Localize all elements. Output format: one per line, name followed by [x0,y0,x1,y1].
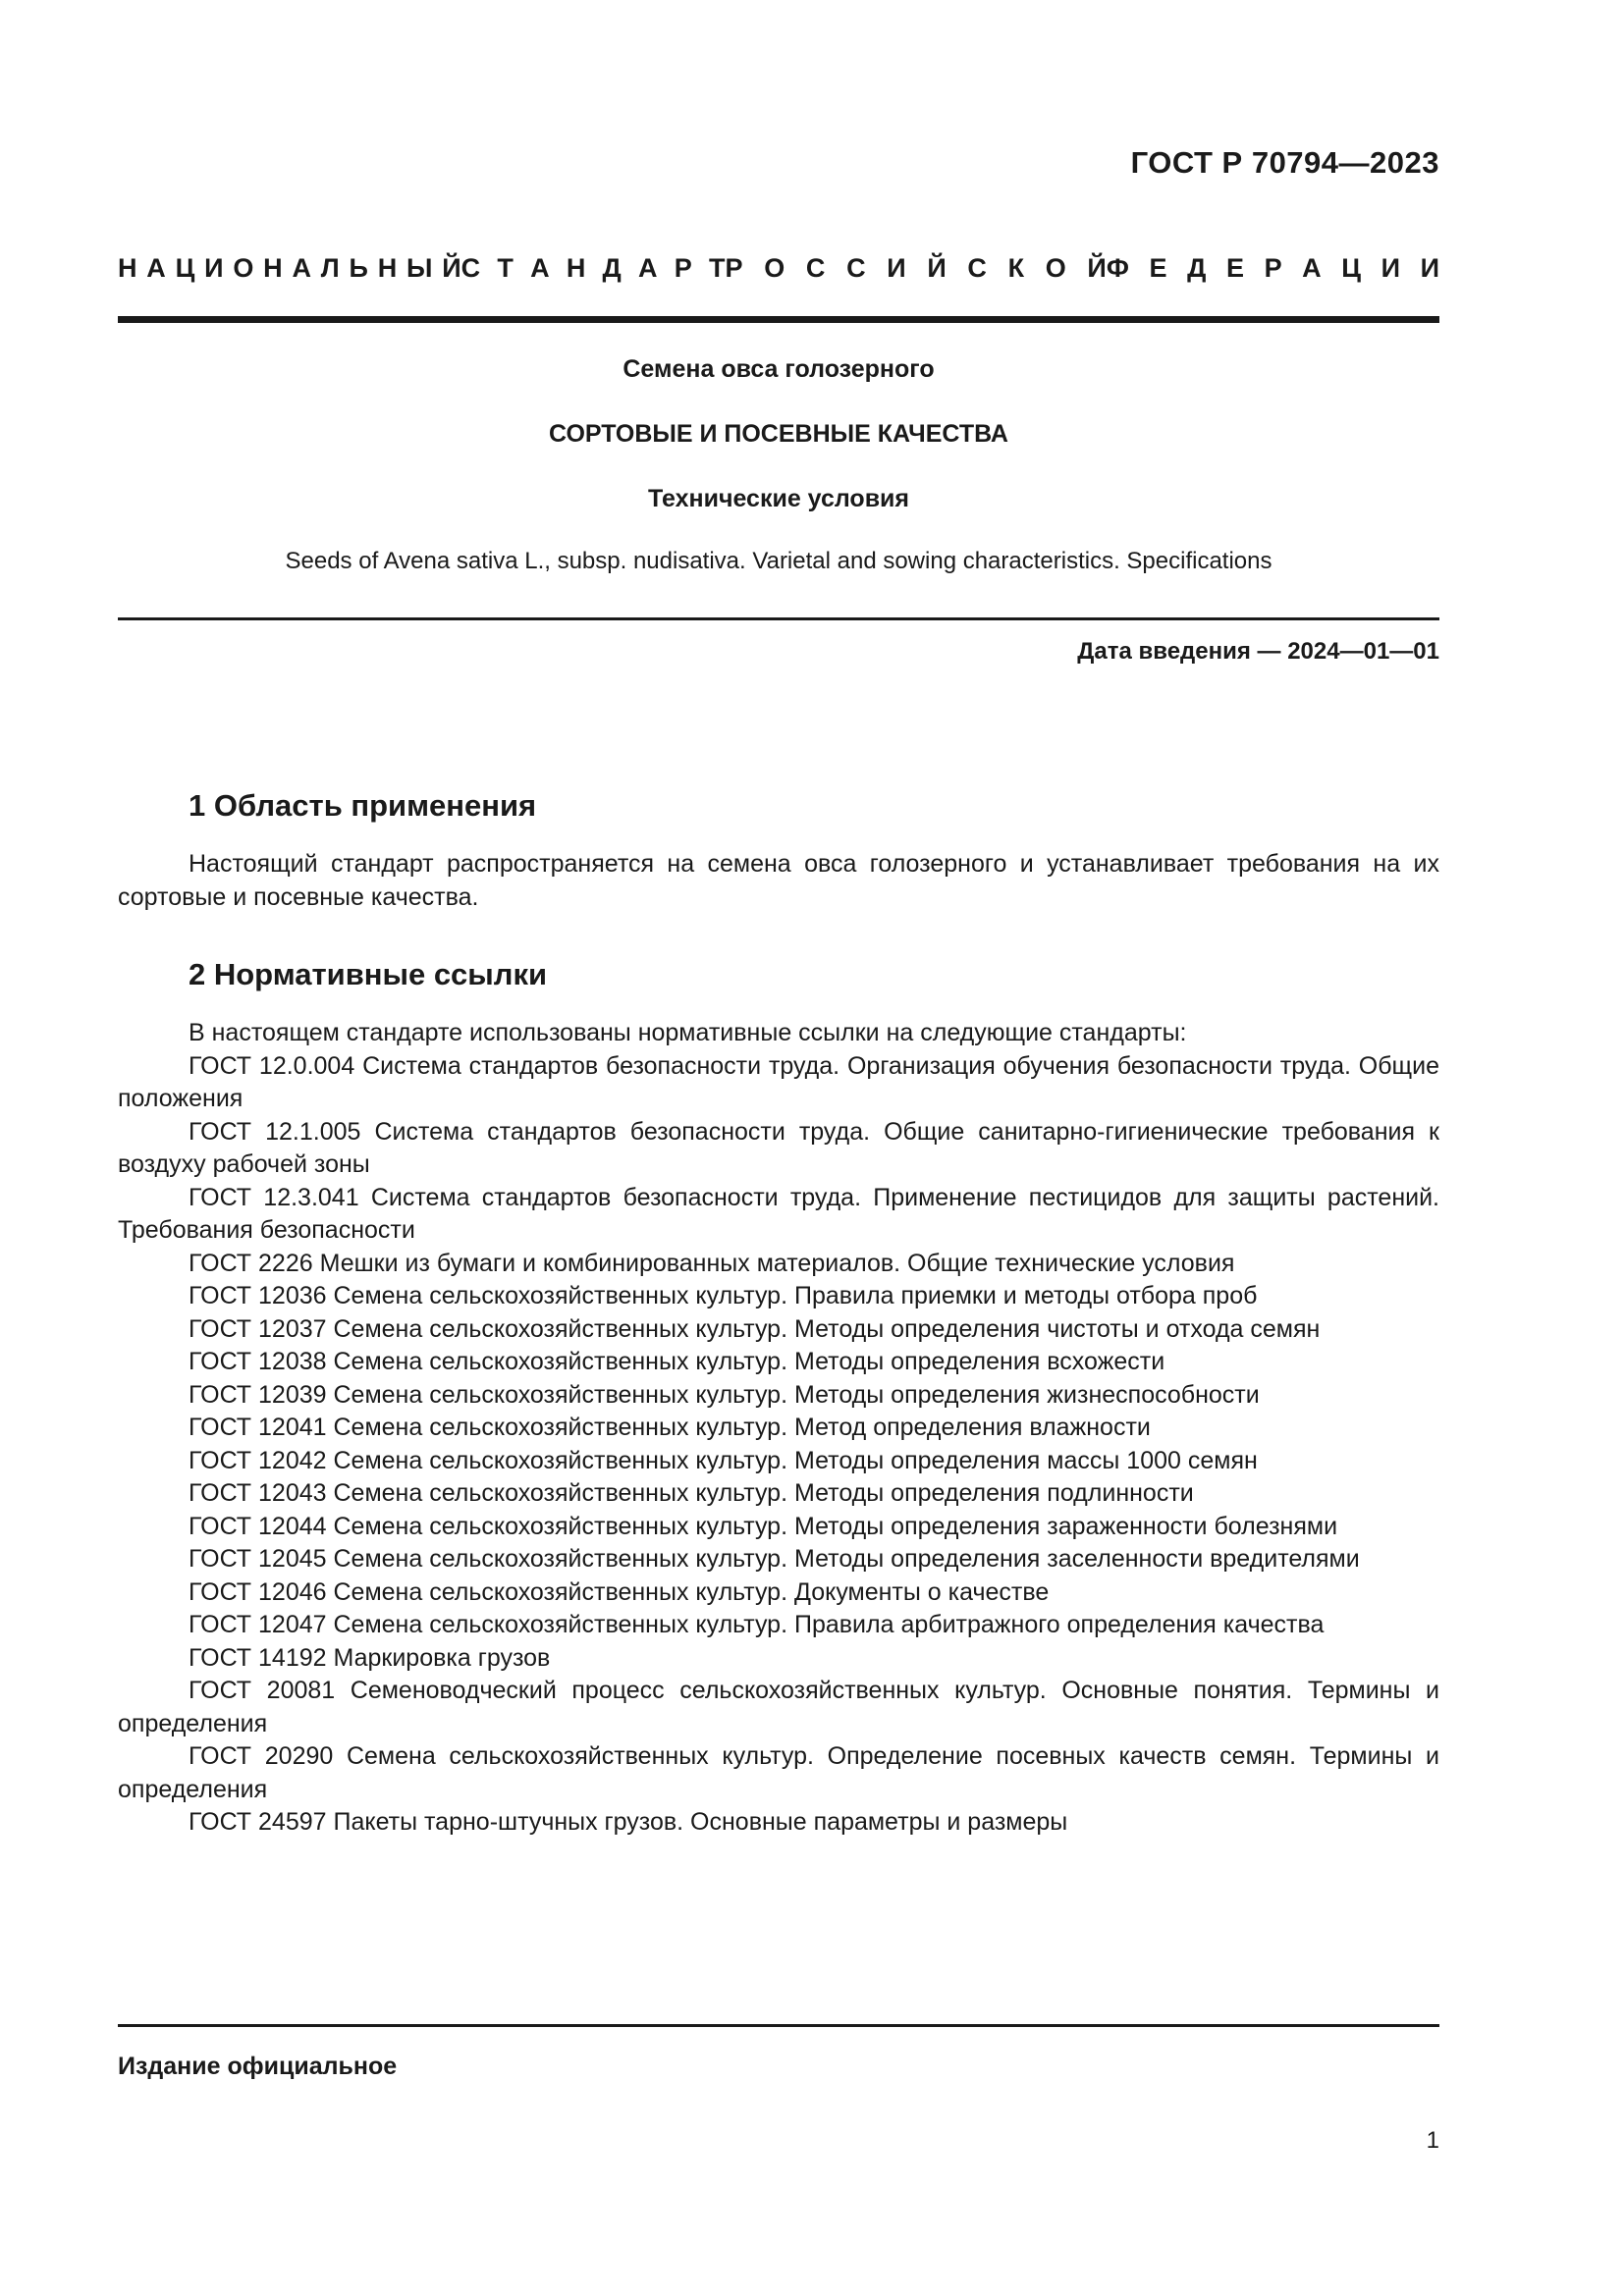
reference-item: ГОСТ 12.1.005 Система стандартов безопасности труда. Общие санитарно-гигиенические требования к воздуху рабочей зоны [118,1117,1439,1178]
reference-item: ГОСТ 2226 Мешки из бумаги и комбинированных материалов. Общие технические условия [189,1249,1235,1277]
section-1-heading: 1 Область применения [189,788,537,823]
reference-item: ГОСТ 12036 Семена сельскохозяйственных культур. Правила приемки и методы отбора проб [189,1282,1258,1309]
reference-item: ГОСТ 12038 Семена сельскохозяйственных культур. Методы определения всхожести [189,1348,1165,1375]
document-spec: Технические условия [647,485,910,512]
reference-item: ГОСТ 20290 Семена сельскохозяйственных культур. Определение посевных качеств семян. Термины и определения [118,1742,1439,1803]
reference-item: ГОСТ 12045 Семена сельскохозяйственных культур. Методы определения заселенности вредителями [189,1545,1360,1573]
header-divider [118,316,1439,323]
introduction-date: Дата введения — 2024—01—01 [1077,638,1439,665]
footer-divider [118,2024,1439,2027]
english-title: Seeds of Avena sativa L., subsp. nudisativa. Varietal and sowing characteristics. Specifications [285,548,1272,574]
official-edition-label: Издание официальное [118,2053,398,2080]
reference-item: ГОСТ 12041 Семена сельскохозяйственных культур. Метод определения влажности [189,1414,1151,1441]
section-1-paragraph: Настоящий стандарт распространяется на семена овса голозерного и устанавливает требования на их сортовые и посевные качества. [118,850,1439,911]
page-number: 1 [1426,2127,1439,2154]
section-2-heading: 2 Нормативные ссылки [189,957,548,991]
national-title-word: С Т А Н Д А Р Т [460,253,726,283]
reference-item: ГОСТ 12047 Семена сельскохозяйственных культур. Правила арбитражного определения качества [189,1611,1325,1638]
reference-item: ГОСТ 14192 Маркировка грузов [189,1643,551,1672]
reference-item: ГОСТ 12044 Семена сельскохозяйственных культур. Методы определения зараженности болезнями [189,1512,1338,1540]
reference-item: ГОСТ 12043 Семена сельскохозяйственных культур. Методы определения подлинности [189,1479,1194,1507]
national-title-word: Ф Е Д Е Р А Ц И И [1106,253,1439,283]
references-intro: В настоящем стандарте использованы нормативные ссылки на следующие стандарты: [189,1019,1187,1046]
reference-item: ГОСТ 12039 Семена сельскохозяйственных культур. Методы определения жизнеспособности [189,1380,1260,1409]
reference-item: ГОСТ 12042 Семена сельскохозяйственных культур. Методы определения массы 1000 семян [189,1446,1258,1474]
standard-number: ГОСТ Р 70794—2023 [1130,145,1439,180]
reference-item: ГОСТ 20081 Семеноводческий процесс сельскохозяйственных культур. Основные понятия. Термины и определения [118,1677,1439,1737]
reference-item: ГОСТ 12037 Семена сельскохозяйственных культур. Методы определения чистоты и отхода семян [189,1314,1321,1343]
national-title-word: Н А Ц И О Н А Л Ь Н Ы Й [118,253,461,283]
document-subtitle: СОРТОВЫЕ И ПОСЕВНЫЕ КАЧЕСТВА [549,420,1008,448]
reference-item: ГОСТ 12.0.004 Система стандартов безопасности труда. Организация обучения безопасности труда. Общие положения [118,1051,1439,1112]
national-title-word: Р О С С И Й С К О Й [725,253,1107,283]
reference-item: ГОСТ 24597 Пакеты тарно-штучных грузов. Основные параметры и размеры [189,1808,1068,1836]
title-divider [118,617,1439,620]
section-2-body [118,1017,1439,1840]
national-standard-title [118,253,1439,284]
reference-item: ГОСТ 12.3.041 Система стандартов безопасности труда. Применение пестицидов для защиты растений. Требования безопасности [118,1183,1439,1244]
document-subject: Семена овса голозерного [623,355,935,383]
reference-item: ГОСТ 12046 Семена сельскохозяйственных культур. Документы о качестве [189,1577,1050,1606]
section-1-body [118,848,1439,914]
